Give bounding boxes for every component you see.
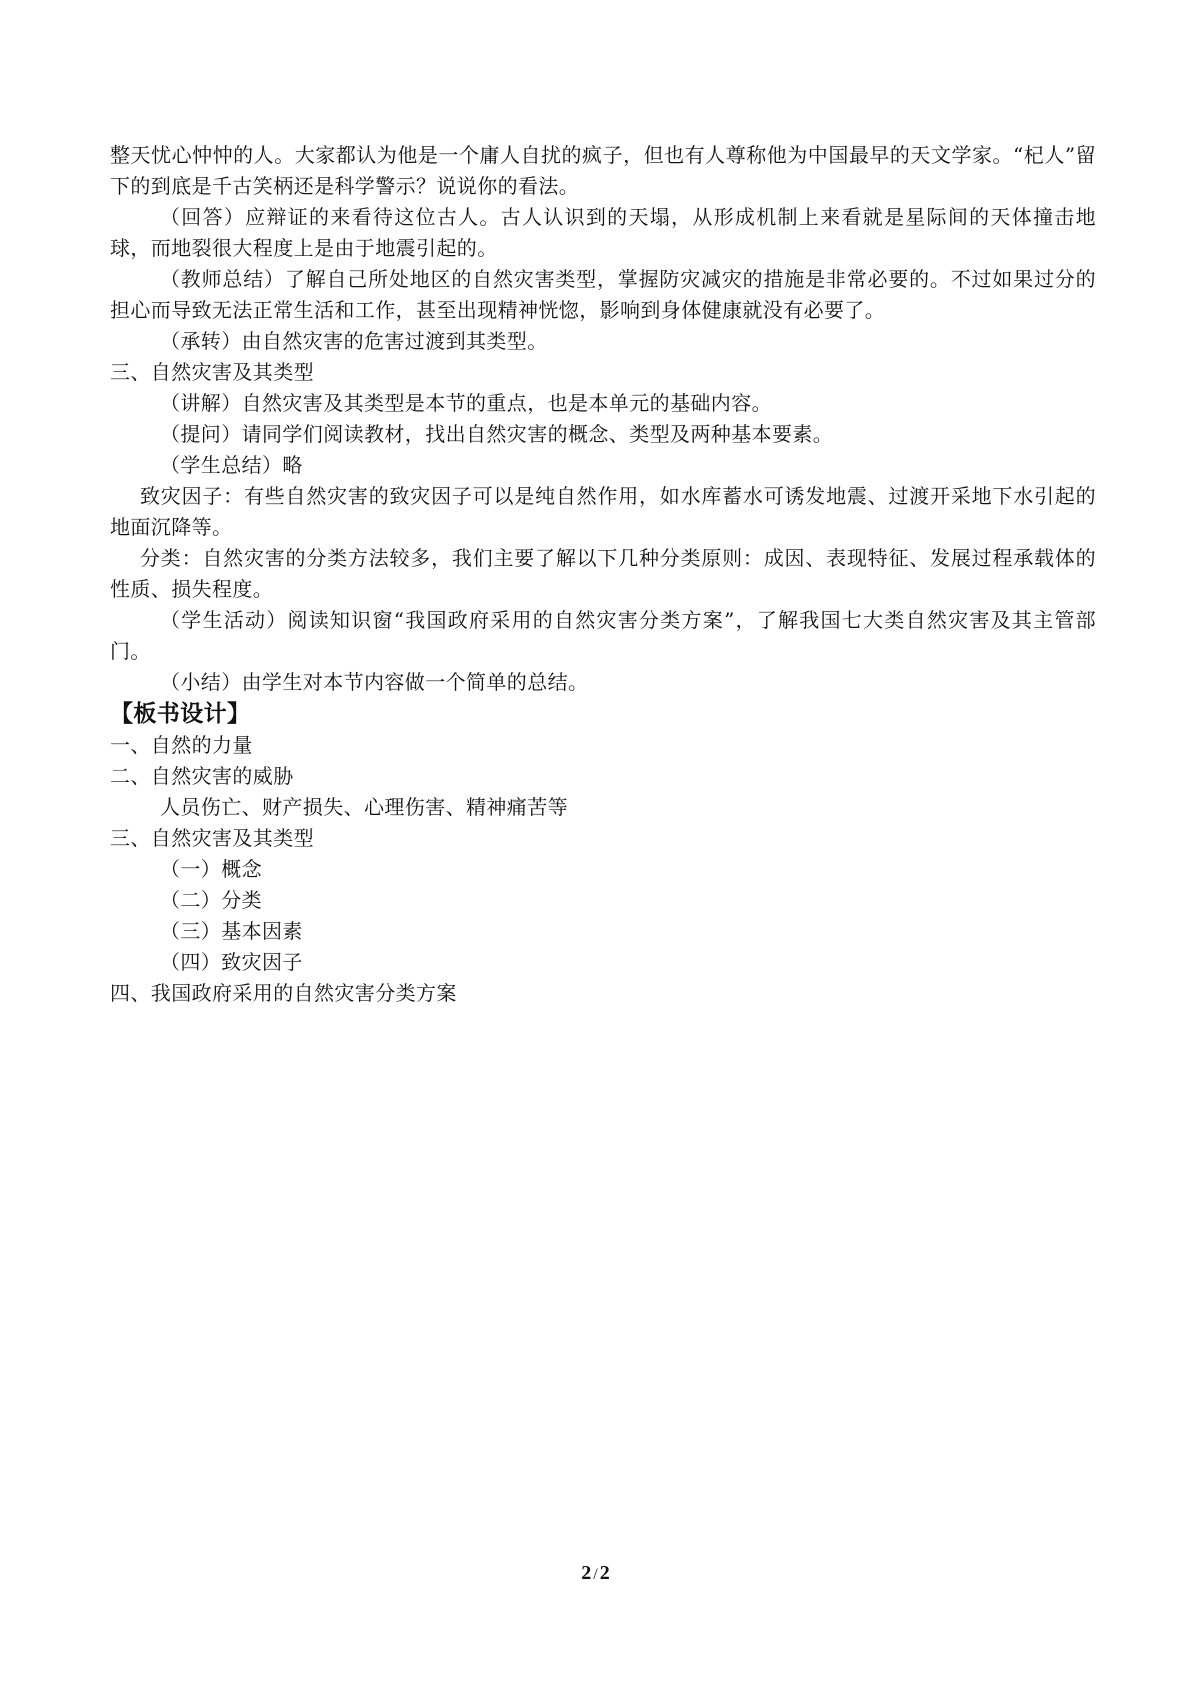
paragraph-classification: 分类：自然灾害的分类方法较多，我们主要了解以下几种分类原则：成因、表现特征、发展过程承载体的性质、损失程度。 [110,546,1096,601]
paragraph-conclusion: （小结）由学生对本节内容做一个简单的总结。 [160,670,589,694]
board-item: 二、自然灾害的威胁 [110,764,294,788]
board-subitem: （四）致灾因子 [160,950,303,974]
page-separator: / [593,1566,598,1583]
board-subitem: （三）基本因素 [160,919,303,943]
paragraph-transition: （承转）由自然灾害的危害过渡到其类型。 [160,329,548,353]
board-item: 一、自然的力量 [110,733,253,757]
board-item: 三、自然灾害及其类型 [110,826,314,850]
paragraph-teacher-summary: （教师总结）了解自己所处地区的自然灾害类型，掌握防灾减灾的措施是非常必要的。不过如果过分的担心而导致无法正常生活和工作，甚至出现精神恍惚，影响到身体健康就没有必要了。 [110,267,1096,322]
paragraph-student-summary: （学生总结）略 [160,453,303,477]
paragraph-answer: （回答）应辩证的来看待这位古人。古人认识到的天塌，从形成机制上来看就是星际间的天体撞击地球，而地裂很大程度上是由于地震引起的。 [110,205,1096,260]
page-number [0,1562,1191,1585]
board-subitem: （一）概念 [160,857,262,881]
board-design-heading: 【板书设计】 [110,701,251,727]
current-page-number: 2 [581,1562,592,1584]
board-subitem: 人员伤亡、财产损失、心理伤害、精神痛苦等 [160,795,568,819]
paragraph-question: （提问）请同学们阅读教材，找出自然灾害的概念、类型及两种基本要素。 [160,422,834,446]
paragraph-explanation: （讲解）自然灾害及其类型是本节的重点，也是本单元的基础内容。 [160,391,772,415]
section-heading-three: 三、自然灾害及其类型 [110,360,314,384]
paragraph-student-activity: （学生活动）阅读知识窗“我国政府采用的自然灾害分类方案”，了解我国七大类自然灾害及其主管部门。 [110,608,1096,663]
paragraph-disaster-factor: 致灾因子：有些自然灾害的致灾因子可以是纯自然作用，如水库蓄水可诱发地震、过渡开采地下水引起的地面沉降等。 [110,484,1096,539]
paragraph-continuation: 整天忧心忡忡的人。大家都认为他是一个庸人自扰的疯子，但也有人尊称他为中国最早的天文学家。“杞人”留下的到底是千古笑柄还是科学警示？说说你的看法。 [110,143,1096,198]
total-page-number: 2 [599,1562,610,1584]
board-item: 四、我国政府采用的自然灾害分类方案 [110,981,457,1005]
page-body [110,140,1096,1009]
board-subitem: （二）分类 [160,888,262,912]
